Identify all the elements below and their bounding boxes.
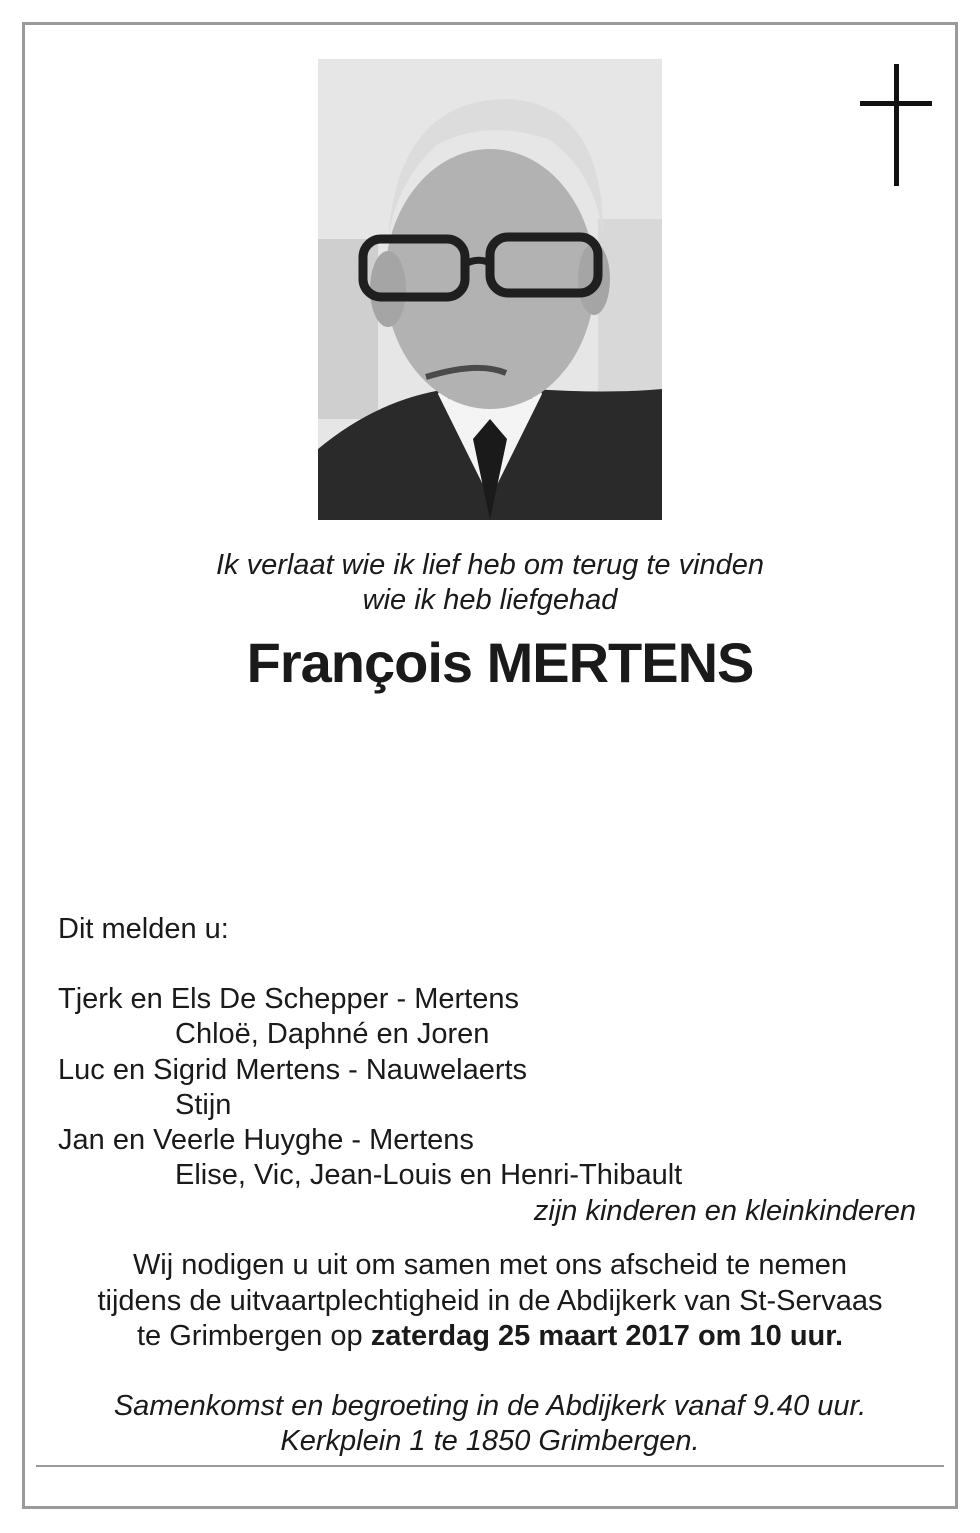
intro-text: Dit melden u: [58,913,229,945]
invitation-line-1: Wij nodigen u uit om samen met ons afscheid te nemen [132,1249,848,1281]
latin-cross-icon [860,64,932,186]
service-date: zaterdag 25 maart 2017 om 10 uur. [370,1320,844,1352]
quote-line-2: wie ik heb liefgehad [362,584,618,616]
family-children-3: Elise, Vic, Jean-Louis en Henri-Thibault [175,1159,683,1191]
portrait-illustration [318,59,662,520]
family-parents-1: Tjerk en Els De Schepper - Mertens [58,983,519,1015]
family-children-1: Chloë, Daphné en Joren [175,1018,490,1050]
gathering-line-2: Kerkplein 1 te 1850 Grimbergen. [280,1425,700,1457]
deceased-name: François MERTENS [246,631,754,694]
family-parents-2: Luc en Sigrid Mertens - Nauwelaerts [58,1054,528,1086]
invitation-line-3-prefix: te Grimbergen op [136,1320,371,1352]
invitation-line-3 [0,1319,980,1354]
quote-line-1: Ik verlaat wie ik lief heb om terug te vinden [215,549,765,581]
portrait-photo [318,59,662,520]
family-children-2: Stijn [175,1089,232,1121]
gathering-line-1: Samenkomst en begroeting in de Abdijkerk vanaf 9.40 uur. [113,1390,867,1422]
bottom-divider [36,1465,944,1467]
family-caption: zijn kinderen en kleinkinderen [533,1195,916,1227]
quote [0,548,980,618]
invitation-line-2: tijdens de uitvaartplechtigheid in de Abdijkerk van St-Servaas [97,1285,883,1317]
family-parents-3: Jan en Veerle Huyghe - Mertens [58,1124,474,1156]
